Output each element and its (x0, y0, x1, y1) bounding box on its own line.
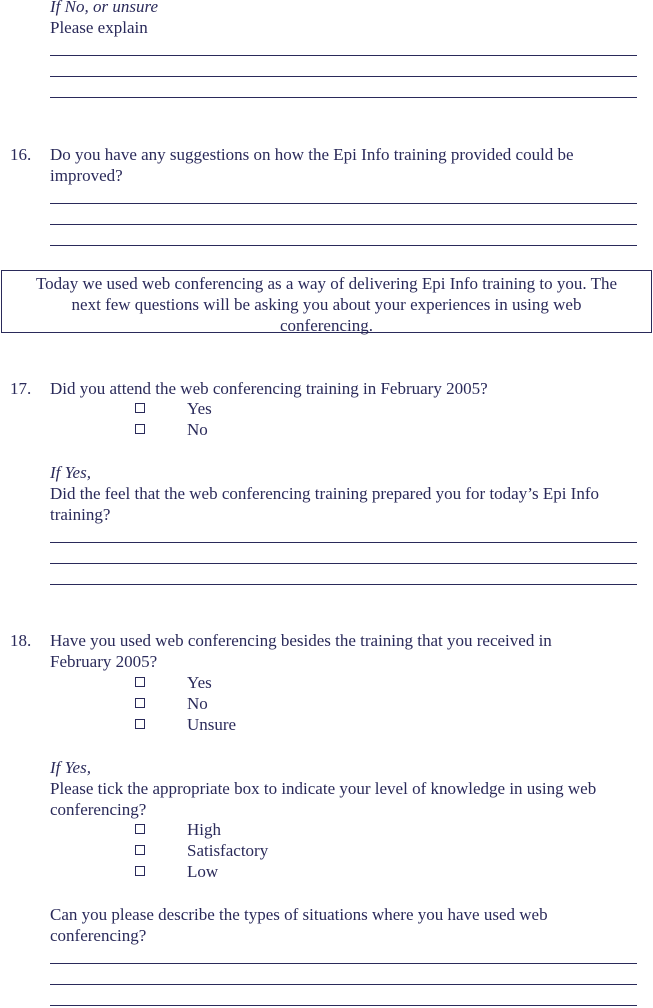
q18-no-checkbox[interactable] (135, 698, 145, 708)
q18-low-label: Low (187, 862, 219, 881)
q18-followup-line-2: conferencing? (50, 800, 147, 819)
q18-text-line-2: February 2005? (50, 652, 158, 671)
web-conferencing-notice (1, 270, 652, 333)
q17-no-label: No (187, 420, 208, 439)
q18-answer-line-2[interactable] (50, 984, 637, 985)
q17-followup-line-1: Did the feel that the web conferencing training prepared you for today’s Epi Info (50, 484, 599, 503)
q18-yes-label: Yes (187, 673, 212, 692)
q16-answer-line-2[interactable] (50, 224, 637, 225)
q17-followup-line-2: training? (50, 505, 111, 524)
q17-yes-label: Yes (187, 399, 212, 418)
q15-answer-line-2[interactable] (50, 76, 637, 77)
q17-text: Did you attend the web conferencing training in February 2005? (50, 379, 488, 398)
q17-no-checkbox[interactable] (135, 424, 145, 434)
q18-high-checkbox[interactable] (135, 824, 145, 834)
q16-text-line-1: Do you have any suggestions on how the Epi Info training provided could be (50, 145, 574, 164)
q18-yes-checkbox[interactable] (135, 677, 145, 687)
q17-answer-line-1[interactable] (50, 542, 637, 543)
q18-satisfactory-checkbox[interactable] (135, 845, 145, 855)
q17-yes-checkbox[interactable] (135, 403, 145, 413)
q18-describe-line-1: Can you please describe the types of situations where you have used web (50, 905, 548, 924)
q18-answer-line-1[interactable] (50, 963, 637, 964)
q15-answer-line-3[interactable] (50, 97, 637, 98)
q18-unsure-label: Unsure (187, 715, 237, 734)
q18-high-label: High (187, 820, 221, 839)
q18-number: 18. (10, 631, 32, 650)
q17-answer-line-2[interactable] (50, 563, 637, 564)
q15-if-label: If No, or unsure (50, 0, 158, 16)
notice-line-2: next few questions will be asking you about your experiences in using web (71, 295, 582, 314)
notice-line-3: conferencing. (280, 316, 373, 335)
q18-text-line-1: Have you used web conferencing besides the training that you received in (50, 631, 552, 650)
q18-satisfactory-label: Satisfactory (187, 841, 269, 860)
notice-line-1: Today we used web conferencing as a way of delivering Epi Info training to you. The (35, 274, 618, 293)
q17-answer-line-3[interactable] (50, 584, 637, 585)
q18-answer-line-3[interactable] (50, 1005, 637, 1006)
q15-explain-prompt: Please explain (50, 18, 148, 37)
q18-followup-line-1: Please tick the appropriate box to indicate your level of knowledge in using web (50, 779, 597, 798)
q18-if-label: If Yes, (50, 758, 91, 777)
q17-if-label: If Yes, (50, 463, 91, 482)
q15-answer-line-1[interactable] (50, 55, 637, 56)
q18-low-checkbox[interactable] (135, 866, 145, 876)
q18-unsure-checkbox[interactable] (135, 719, 145, 729)
q18-describe-line-2: conferencing? (50, 926, 147, 945)
q18-no-label: No (187, 694, 208, 713)
q17-number: 17. (10, 379, 32, 398)
q16-answer-line-1[interactable] (50, 203, 637, 204)
q16-text-line-2: improved? (50, 166, 123, 185)
q16-answer-line-3[interactable] (50, 245, 637, 246)
q16-number: 16. (10, 145, 32, 164)
